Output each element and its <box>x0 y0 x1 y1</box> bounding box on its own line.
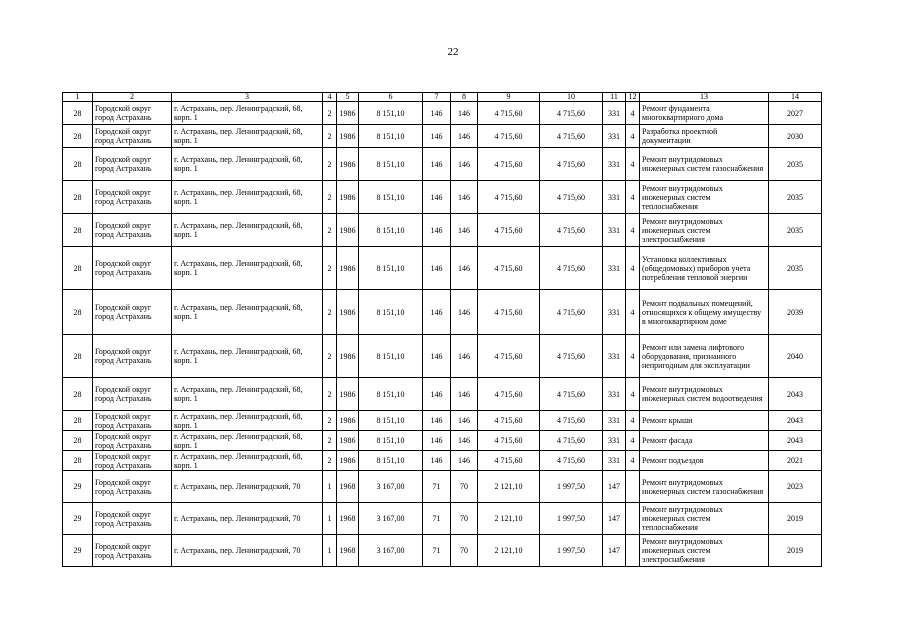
table-row <box>63 378 822 411</box>
table-row <box>63 148 822 181</box>
cell-flats: 71 <box>423 535 451 567</box>
cell-flats2: 146 <box>451 378 478 411</box>
table-row <box>63 290 822 335</box>
cell-area-total: 8 151,10 <box>359 411 423 431</box>
cell-n: 28 <box>63 431 93 451</box>
cell-area-living2: 4 715,60 <box>540 125 603 148</box>
cell-c12: 4 <box>626 290 640 335</box>
cell-plan-year: 2035 <box>769 214 822 247</box>
cell-c12: 4 <box>626 335 640 378</box>
cell-n: 29 <box>63 503 93 535</box>
cell-flats: 146 <box>423 181 451 214</box>
cell-area-living2: 4 715,60 <box>540 102 603 125</box>
column-number: 4 <box>323 93 337 102</box>
cell-work: Ремонт внутридомовых инженерных систем водоотведения <box>640 378 769 411</box>
cell-address: г. Астрахань, пер. Ленинградский, 68, корп. 1 <box>172 125 323 148</box>
cell-c12: 4 <box>626 125 640 148</box>
cell-area-living2: 1 997,50 <box>540 503 603 535</box>
cell-year: 1986 <box>337 290 359 335</box>
cell-municipality: Городской округ город Астрахань <box>93 431 172 451</box>
column-number: 10 <box>540 93 603 102</box>
cell-floors: 2 <box>323 148 337 181</box>
cell-year: 1968 <box>337 535 359 567</box>
cell-c12: 4 <box>626 247 640 290</box>
cell-municipality: Городской округ город Астрахань <box>93 335 172 378</box>
cell-year: 1968 <box>337 503 359 535</box>
cell-n: 28 <box>63 378 93 411</box>
cell-year: 1986 <box>337 247 359 290</box>
column-number: 14 <box>769 93 822 102</box>
table-row <box>63 471 822 503</box>
cell-floors: 2 <box>323 451 337 471</box>
cell-area-living: 2 121,10 <box>478 535 540 567</box>
cell-municipality: Городской округ город Астрахань <box>93 535 172 567</box>
cell-area-living: 4 715,60 <box>478 125 540 148</box>
page-number: 22 <box>447 46 459 58</box>
cell-area-total: 8 151,10 <box>359 214 423 247</box>
cell-year: 1986 <box>337 214 359 247</box>
cell-plan-year: 2039 <box>769 290 822 335</box>
cell-year: 1986 <box>337 378 359 411</box>
table-row <box>63 503 822 535</box>
cell-plan-year: 2040 <box>769 335 822 378</box>
cell-plan-year: 2019 <box>769 535 822 567</box>
cell-area-living: 2 121,10 <box>478 503 540 535</box>
cell-area-total: 3 167,00 <box>359 503 423 535</box>
cell-address: г. Астрахань, пер. Ленинградский, 68, корп. 1 <box>172 181 323 214</box>
cell-year: 1986 <box>337 181 359 214</box>
cell-area-total: 8 151,10 <box>359 181 423 214</box>
cell-work: Ремонт крыши <box>640 411 769 431</box>
cell-year: 1986 <box>337 431 359 451</box>
cell-flats2: 70 <box>451 471 478 503</box>
cell-area-living2: 4 715,60 <box>540 290 603 335</box>
cell-c12 <box>626 503 640 535</box>
cell-year: 1986 <box>337 148 359 181</box>
cell-area-total: 8 151,10 <box>359 451 423 471</box>
cell-area-living2: 4 715,60 <box>540 214 603 247</box>
cell-residents: 331 <box>603 148 626 181</box>
cell-area-living2: 4 715,60 <box>540 148 603 181</box>
column-number: 7 <box>423 93 451 102</box>
cell-work: Разработка проектной документации <box>640 125 769 148</box>
cell-municipality: Городской округ город Астрахань <box>93 411 172 431</box>
table-row <box>63 125 822 148</box>
cell-area-total: 8 151,10 <box>359 378 423 411</box>
cell-flats: 146 <box>423 335 451 378</box>
cell-year: 1986 <box>337 102 359 125</box>
cell-residents: 331 <box>603 378 626 411</box>
cell-residents: 331 <box>603 125 626 148</box>
cell-area-total: 8 151,10 <box>359 125 423 148</box>
cell-flats2: 146 <box>451 102 478 125</box>
cell-n: 28 <box>63 102 93 125</box>
cell-area-total: 8 151,10 <box>359 102 423 125</box>
cell-c12: 4 <box>626 181 640 214</box>
cell-floors: 2 <box>323 214 337 247</box>
cell-n: 28 <box>63 214 93 247</box>
cell-municipality: Городской округ город Астрахань <box>93 451 172 471</box>
cell-work: Ремонт подъездов <box>640 451 769 471</box>
cell-plan-year: 2043 <box>769 411 822 431</box>
cell-floors: 2 <box>323 247 337 290</box>
cell-area-total: 8 151,10 <box>359 431 423 451</box>
cell-residents: 331 <box>603 102 626 125</box>
cell-plan-year: 2043 <box>769 378 822 411</box>
cell-area-living: 4 715,60 <box>478 247 540 290</box>
cell-area-living: 4 715,60 <box>478 148 540 181</box>
cell-flats2: 146 <box>451 125 478 148</box>
cell-plan-year: 2027 <box>769 102 822 125</box>
cell-year: 1986 <box>337 125 359 148</box>
cell-flats2: 146 <box>451 290 478 335</box>
cell-c12: 4 <box>626 411 640 431</box>
cell-area-living: 2 121,10 <box>478 471 540 503</box>
cell-area-living: 4 715,60 <box>478 431 540 451</box>
cell-plan-year: 2035 <box>769 148 822 181</box>
cell-flats: 146 <box>423 102 451 125</box>
column-number: 11 <box>603 93 626 102</box>
cell-work: Ремонт внутридомовых инженерных систем газоснабжения <box>640 471 769 503</box>
cell-floors: 2 <box>323 181 337 214</box>
cell-c12: 4 <box>626 378 640 411</box>
cell-plan-year: 2035 <box>769 247 822 290</box>
cell-c12: 4 <box>626 214 640 247</box>
cell-address: г. Астрахань, пер. Ленинградский, 68, корп. 1 <box>172 290 323 335</box>
cell-area-living: 4 715,60 <box>478 290 540 335</box>
cell-work: Установка коллективных (общедомовых) приборов учета потребления тепловой энергии <box>640 247 769 290</box>
cell-address: г. Астрахань, пер. Ленинградский, 68, корп. 1 <box>172 411 323 431</box>
cell-c12: 4 <box>626 451 640 471</box>
column-number-row <box>63 93 822 102</box>
cell-address: г. Астрахань, пер. Ленинградский, 68, корп. 1 <box>172 148 323 181</box>
cell-flats: 146 <box>423 290 451 335</box>
cell-area-living2: 4 715,60 <box>540 411 603 431</box>
cell-area-total: 3 167,00 <box>359 471 423 503</box>
cell-municipality: Городской округ город Астрахань <box>93 148 172 181</box>
cell-address: г. Астрахань, пер. Ленинградский, 70 <box>172 503 323 535</box>
cell-n: 28 <box>63 290 93 335</box>
cell-n: 28 <box>63 411 93 431</box>
cell-c12: 4 <box>626 431 640 451</box>
cell-plan-year: 2019 <box>769 503 822 535</box>
cell-municipality: Городской округ город Астрахань <box>93 214 172 247</box>
cell-work: Ремонт внутридомовых инженерных систем газоснабжения <box>640 148 769 181</box>
table-row <box>63 411 822 431</box>
cell-address: г. Астрахань, пер. Ленинградский, 70 <box>172 471 323 503</box>
cell-address: г. Астрахань, пер. Ленинградский, 68, корп. 1 <box>172 335 323 378</box>
cell-n: 28 <box>63 148 93 181</box>
cell-residents: 331 <box>603 431 626 451</box>
table-row <box>63 431 822 451</box>
cell-flats2: 146 <box>451 451 478 471</box>
cell-floors: 2 <box>323 102 337 125</box>
column-number: 12 <box>626 93 640 102</box>
column-number: 5 <box>337 93 359 102</box>
cell-work: Ремонт внутридомовых инженерных систем электроснабжения <box>640 535 769 567</box>
cell-residents: 331 <box>603 290 626 335</box>
cell-work: Ремонт фасада <box>640 431 769 451</box>
cell-area-total: 3 167,00 <box>359 535 423 567</box>
cell-area-living: 4 715,60 <box>478 181 540 214</box>
cell-address: г. Астрахань, пер. Ленинградский, 68, корп. 1 <box>172 102 323 125</box>
cell-flats: 146 <box>423 431 451 451</box>
cell-work: Ремонт или замена лифтового оборудования, признанного непригодным для эксплуатации <box>640 335 769 378</box>
cell-municipality: Городской округ город Астрахань <box>93 471 172 503</box>
cell-year: 1986 <box>337 451 359 471</box>
cell-floors: 2 <box>323 378 337 411</box>
cell-floors: 1 <box>323 471 337 503</box>
cell-flats: 71 <box>423 471 451 503</box>
cell-flats2: 146 <box>451 431 478 451</box>
cell-c12 <box>626 535 640 567</box>
capital-repair-table <box>62 92 822 567</box>
cell-area-total: 8 151,10 <box>359 247 423 290</box>
cell-address: г. Астрахань, пер. Ленинградский, 68, корп. 1 <box>172 247 323 290</box>
cell-area-total: 8 151,10 <box>359 148 423 181</box>
cell-municipality: Городской округ город Астрахань <box>93 290 172 335</box>
cell-residents: 147 <box>603 535 626 567</box>
table-row <box>63 451 822 471</box>
cell-residents: 147 <box>603 503 626 535</box>
cell-residents: 147 <box>603 471 626 503</box>
cell-flats: 146 <box>423 451 451 471</box>
cell-area-living2: 4 715,60 <box>540 181 603 214</box>
cell-floors: 2 <box>323 290 337 335</box>
cell-area-living2: 4 715,60 <box>540 431 603 451</box>
cell-plan-year: 2043 <box>769 431 822 451</box>
cell-area-total: 8 151,10 <box>359 290 423 335</box>
cell-municipality: Городской округ город Астрахань <box>93 247 172 290</box>
cell-n: 28 <box>63 247 93 290</box>
cell-area-living: 4 715,60 <box>478 214 540 247</box>
cell-c12 <box>626 471 640 503</box>
cell-work: Ремонт внутридомовых инженерных систем теплоснабжения <box>640 181 769 214</box>
cell-area-living: 4 715,60 <box>478 335 540 378</box>
cell-floors: 2 <box>323 335 337 378</box>
cell-municipality: Городской округ город Астрахань <box>93 181 172 214</box>
cell-work: Ремонт внутридомовых инженерных систем теплоснабжения <box>640 503 769 535</box>
cell-residents: 331 <box>603 335 626 378</box>
cell-flats: 146 <box>423 411 451 431</box>
cell-area-living: 4 715,60 <box>478 411 540 431</box>
cell-year: 1986 <box>337 335 359 378</box>
column-number: 8 <box>451 93 478 102</box>
cell-work: Ремонт внутридомовых инженерных систем электроснабжения <box>640 214 769 247</box>
table-row <box>63 102 822 125</box>
cell-area-living2: 1 997,50 <box>540 535 603 567</box>
cell-municipality: Городской округ город Астрахань <box>93 125 172 148</box>
cell-c12: 4 <box>626 148 640 181</box>
cell-flats2: 146 <box>451 148 478 181</box>
cell-c12: 4 <box>626 102 640 125</box>
cell-area-living2: 4 715,60 <box>540 247 603 290</box>
column-number: 13 <box>640 93 769 102</box>
cell-flats: 146 <box>423 214 451 247</box>
cell-flats2: 70 <box>451 503 478 535</box>
cell-plan-year: 2023 <box>769 471 822 503</box>
cell-plan-year: 2035 <box>769 181 822 214</box>
cell-residents: 331 <box>603 181 626 214</box>
table-row <box>63 214 822 247</box>
cell-floors: 2 <box>323 431 337 451</box>
cell-n: 28 <box>63 451 93 471</box>
cell-n: 28 <box>63 125 93 148</box>
cell-year: 1986 <box>337 411 359 431</box>
cell-address: г. Астрахань, пер. Ленинградский, 68, корп. 1 <box>172 431 323 451</box>
cell-address: г. Астрахань, пер. Ленинградский, 68, корп. 1 <box>172 378 323 411</box>
cell-n: 28 <box>63 335 93 378</box>
cell-n: 29 <box>63 535 93 567</box>
cell-flats2: 146 <box>451 411 478 431</box>
cell-flats2: 146 <box>451 247 478 290</box>
column-number: 1 <box>63 93 93 102</box>
table-row <box>63 247 822 290</box>
cell-floors: 2 <box>323 411 337 431</box>
cell-residents: 331 <box>603 451 626 471</box>
cell-flats: 71 <box>423 503 451 535</box>
cell-area-living2: 4 715,60 <box>540 378 603 411</box>
cell-residents: 331 <box>603 247 626 290</box>
table-row <box>63 181 822 214</box>
column-number: 6 <box>359 93 423 102</box>
cell-floors: 1 <box>323 503 337 535</box>
cell-area-living2: 1 997,50 <box>540 471 603 503</box>
column-number: 3 <box>172 93 323 102</box>
cell-municipality: Городской округ город Астрахань <box>93 378 172 411</box>
cell-area-living2: 4 715,60 <box>540 335 603 378</box>
cell-flats2: 146 <box>451 214 478 247</box>
cell-n: 29 <box>63 471 93 503</box>
cell-flats: 146 <box>423 148 451 181</box>
cell-year: 1968 <box>337 471 359 503</box>
cell-floors: 1 <box>323 535 337 567</box>
cell-n: 28 <box>63 181 93 214</box>
cell-area-living: 4 715,60 <box>478 102 540 125</box>
cell-municipality: Городской округ город Астрахань <box>93 102 172 125</box>
cell-area-total: 8 151,10 <box>359 335 423 378</box>
cell-flats2: 146 <box>451 181 478 214</box>
cell-flats: 146 <box>423 378 451 411</box>
cell-work: Ремонт фундамента многоквартирного дома <box>640 102 769 125</box>
cell-address: г. Астрахань, пер. Ленинградский, 70 <box>172 535 323 567</box>
cell-flats: 146 <box>423 125 451 148</box>
cell-area-living: 4 715,60 <box>478 451 540 471</box>
cell-residents: 331 <box>603 411 626 431</box>
cell-flats2: 146 <box>451 335 478 378</box>
cell-work: Ремонт подвальных помещений, относящихся к общему имуществу в многоквартирном доме <box>640 290 769 335</box>
column-number: 2 <box>93 93 172 102</box>
cell-flats2: 70 <box>451 535 478 567</box>
table-row <box>63 335 822 378</box>
cell-address: г. Астрахань, пер. Ленинградский, 68, корп. 1 <box>172 451 323 471</box>
cell-address: г. Астрахань, пер. Ленинградский, 68, корп. 1 <box>172 214 323 247</box>
column-number: 9 <box>478 93 540 102</box>
cell-plan-year: 2021 <box>769 451 822 471</box>
cell-area-living2: 4 715,60 <box>540 451 603 471</box>
cell-area-living: 4 715,60 <box>478 378 540 411</box>
cell-residents: 331 <box>603 214 626 247</box>
cell-municipality: Городской округ город Астрахань <box>93 503 172 535</box>
table-row <box>63 535 822 567</box>
cell-flats: 146 <box>423 247 451 290</box>
cell-floors: 2 <box>323 125 337 148</box>
cell-plan-year: 2030 <box>769 125 822 148</box>
